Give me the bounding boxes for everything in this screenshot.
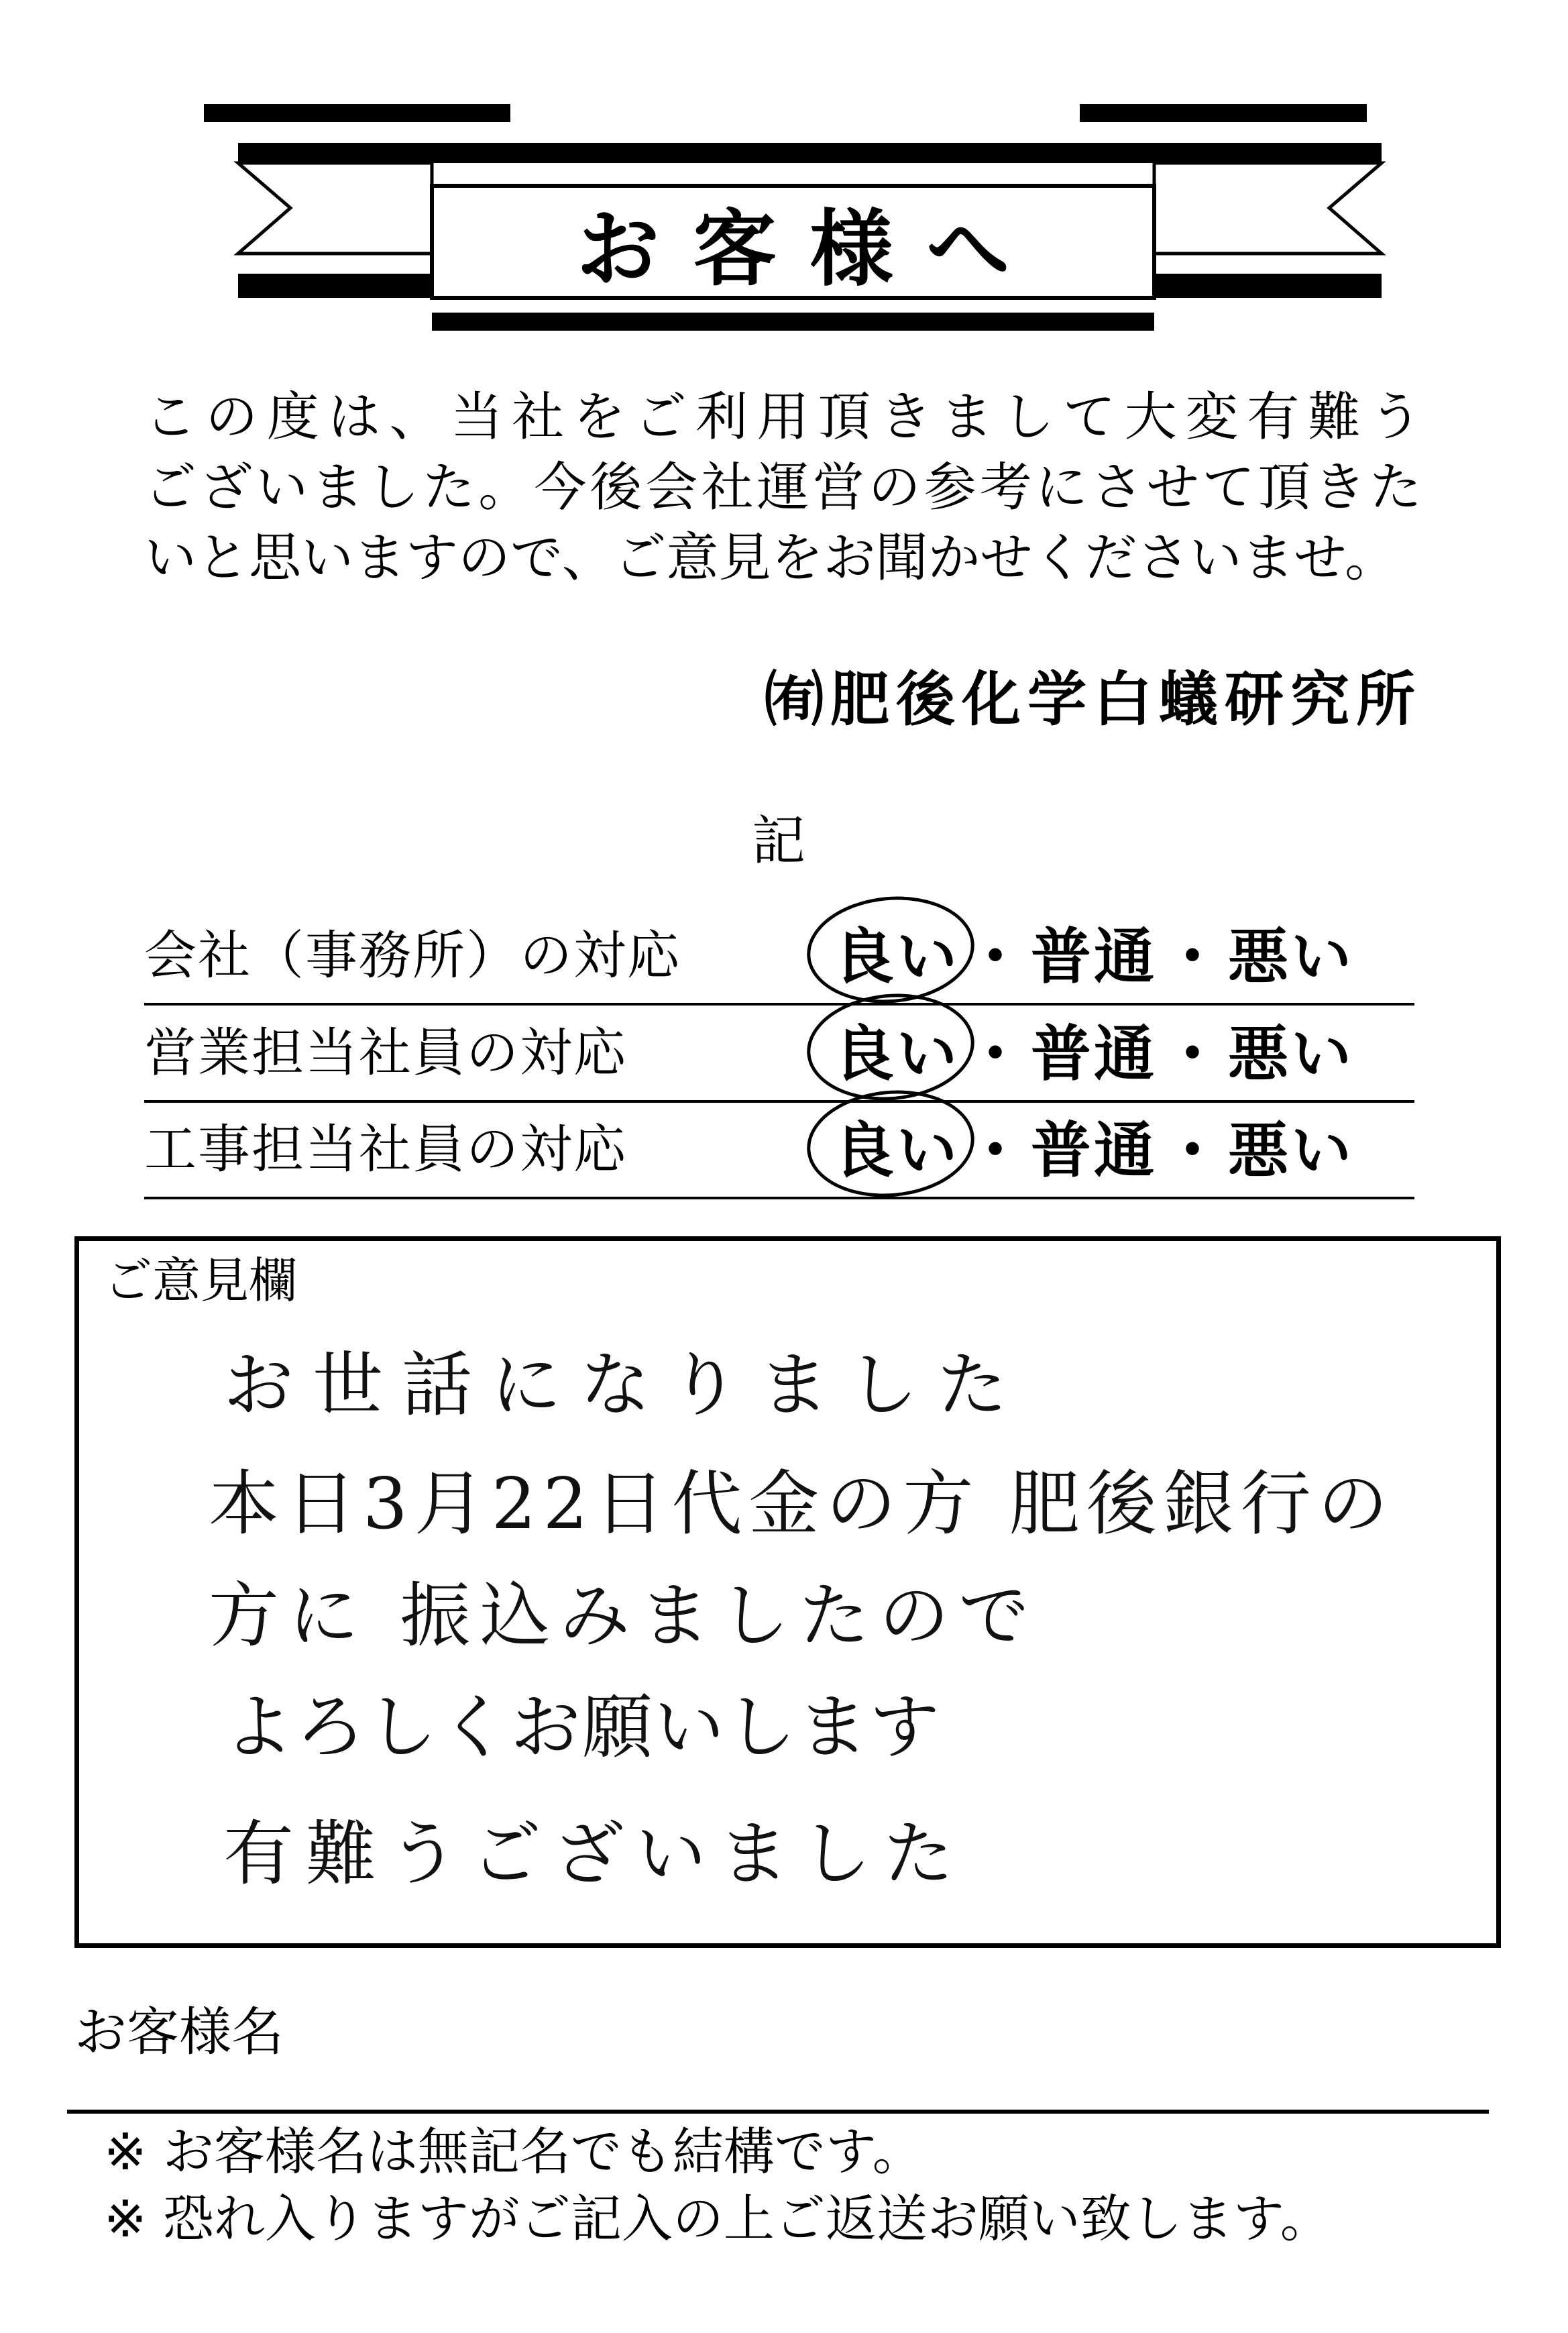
intro-line: この度は、当社をご利用頂きまして大変有難う	[144, 387, 1422, 447]
rating-row-company	[144, 908, 1414, 1006]
banner-ribbon-top-band	[238, 143, 1382, 163]
customer-name-label: お客様名	[74, 2002, 284, 2063]
customer-name-line	[67, 2110, 1489, 2114]
company-name: ㈲肥後化学白蟻研究所	[764, 665, 1422, 734]
rating-option-good: 良い	[834, 1101, 960, 1189]
rating-row-label: 営業担当社員の対応	[144, 1022, 628, 1083]
rating-separator: ・	[1162, 1115, 1223, 1186]
handwritten-comment-line: お世話になりました	[223, 1344, 1027, 1426]
rating-option-normal: 普通	[1031, 1115, 1157, 1186]
rating-row-label: 工事担当社員の対応	[144, 1119, 628, 1180]
banner-bottom-bar	[432, 313, 1154, 331]
banner-top-right-bar	[1080, 104, 1367, 122]
rating-options	[834, 1101, 1354, 1189]
rating-separator: ・	[1162, 1018, 1223, 1089]
rating-row-label: 会社（事務所）の対応	[144, 925, 681, 986]
rating-options	[834, 1005, 1354, 1092]
banner-top-left-bar	[204, 104, 510, 122]
rating-option-normal: 普通	[1031, 921, 1157, 992]
banner-right-shadow-bar	[1154, 274, 1382, 298]
intro-line: ございました。今後会社運営の参考にさせて頂きた	[144, 457, 1422, 518]
comment-box-label: ご意見欄	[104, 1252, 298, 1309]
rating-option-bad: 悪い	[1228, 921, 1354, 992]
rating-separator: ・	[1162, 921, 1223, 992]
rating-separator: ・	[965, 1115, 1025, 1186]
banner-right-ribbon	[1154, 163, 1382, 254]
intro-line: いと思いますので、ご意見をお聞かせくださいませ。	[144, 528, 1398, 588]
rating-option-bad: 悪い	[1228, 1115, 1354, 1186]
record-heading: 記	[752, 810, 805, 872]
note-line: ※ 恐れ入りますがご記入の上ご返送お願い致します。	[104, 2189, 1331, 2248]
rating-option-good: 良い	[834, 1005, 960, 1092]
rating-option-normal: 普通	[1031, 1018, 1157, 1089]
rating-option-good: 良い	[834, 908, 960, 995]
handwritten-comment-line: 有難うございました	[223, 1813, 966, 1895]
rating-row-construction-staff	[144, 1102, 1414, 1199]
page-title: お客様へ	[576, 200, 1044, 298]
rating-separator: ・	[965, 1018, 1025, 1089]
rating-row-sales-staff	[144, 1006, 1414, 1103]
rating-options	[834, 908, 1354, 995]
selection-circle	[803, 889, 979, 1010]
handwritten-comment-line: よろしくお願いします	[223, 1686, 942, 1768]
note-line: ※ お客様名は無記名でも結構です。	[104, 2122, 923, 2181]
rating-separator: ・	[965, 921, 1025, 992]
rating-option-bad: 悪い	[1228, 1018, 1354, 1089]
handwritten-comment-line: 方に 振込みましたので	[209, 1575, 1039, 1657]
banner-left-ribbon	[238, 163, 432, 254]
comment-box	[74, 1236, 1501, 1948]
intro-paragraph	[144, 382, 1422, 594]
handwritten-comment-line: 本日3月22日代金の方 肥後銀行の	[209, 1463, 1395, 1545]
banner-left-shadow-bar	[238, 274, 432, 298]
